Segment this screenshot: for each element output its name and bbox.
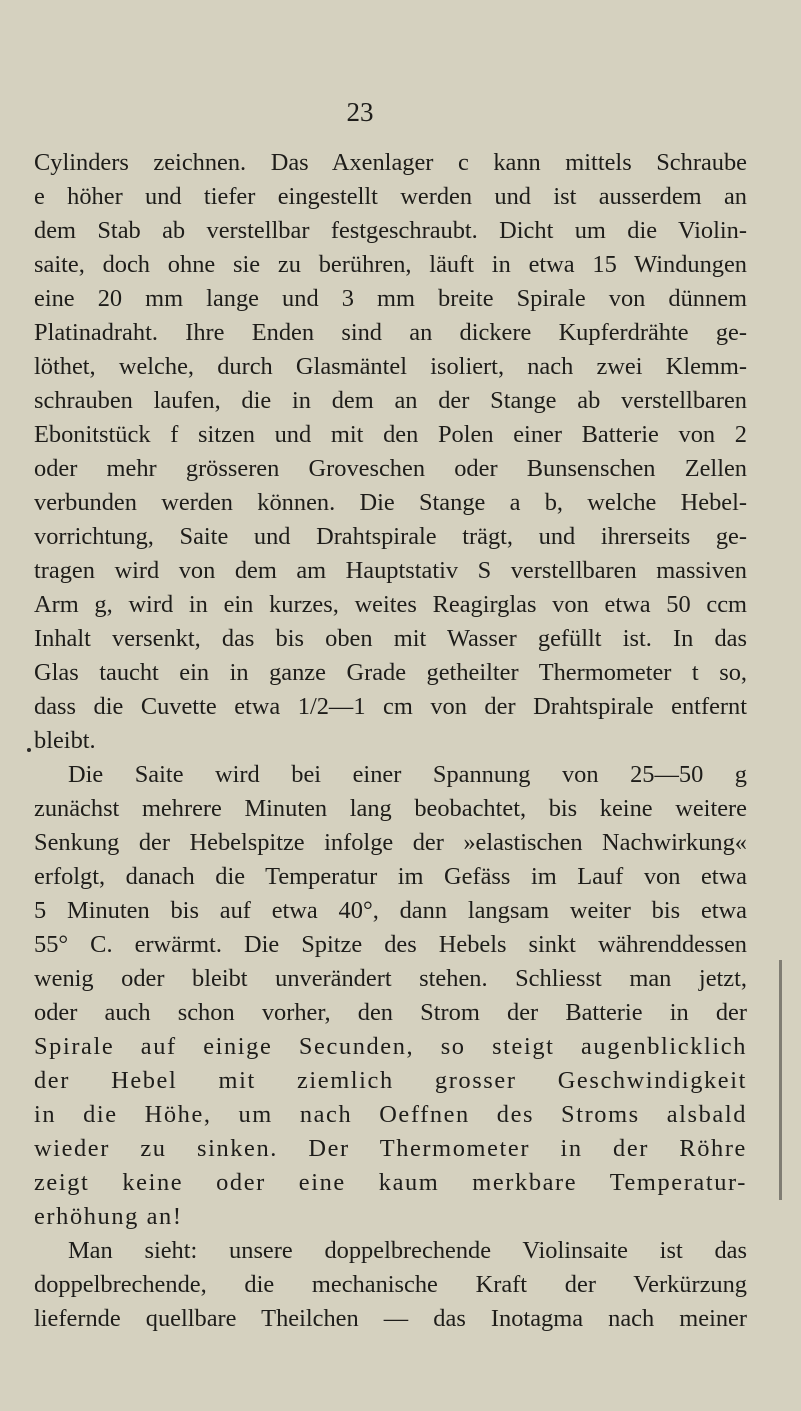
text-line: doppelbrechende, die mechanische Kraft der Verkürzung bbox=[34, 1271, 747, 1298]
text-line: oder auch schon vorher, den Strom der Batterie in der bbox=[34, 999, 747, 1026]
text-line: saite, doch ohne sie zu berühren, läuft in etwa 15 Windungen bbox=[34, 251, 747, 278]
text-line: Spirale auf einige Secunden, so steigt augenblicklich bbox=[34, 1033, 747, 1060]
text-line: tragen wird von dem am Hauptstativ S verstellbaren massiven bbox=[34, 557, 747, 584]
text-line: Die Saite wird bei einer Spannung von 25—50 g bbox=[68, 761, 747, 788]
text-line: in die Höhe, um nach Oeffnen des Stroms alsbald bbox=[34, 1101, 747, 1128]
text-line: bleibt. bbox=[34, 727, 96, 754]
text-line: Cylinders zeichnen. Das Axenlager c kann mittels Schraube bbox=[34, 149, 747, 176]
text-line: schrauben laufen, die in dem an der Stange ab verstellbaren bbox=[34, 387, 747, 414]
text-line: dass die Cuvette etwa 1/2—1 cm von der Drahtspirale entfernt bbox=[34, 693, 747, 720]
text-line: verbunden werden können. Die Stange a b, welche Hebel- bbox=[34, 489, 747, 516]
text-line: eine 20 mm lange und 3 mm breite Spirale von dünnem bbox=[34, 285, 747, 312]
text-line: zeigt keine oder eine kaum merkbare Temperatur- bbox=[34, 1169, 747, 1196]
text-line: Glas taucht ein in ganze Grade getheilter Thermometer t so, bbox=[34, 659, 747, 686]
text-line: Man sieht: unsere doppelbrechende Violinsaite ist das bbox=[68, 1237, 747, 1264]
text-line: wenig oder bleibt unverändert stehen. Schliesst man jetzt, bbox=[34, 965, 747, 992]
ink-speck bbox=[27, 748, 31, 752]
text-line: Ebonitstück f sitzen und mit den Polen einer Batterie von 2 bbox=[34, 421, 747, 448]
text-line: erhöhung an! bbox=[34, 1203, 183, 1230]
text-line: zunächst mehrere Minuten lang beobachtet, bis keine weitere bbox=[34, 795, 747, 822]
text-line: oder mehr grösseren Groveschen oder Bunsenschen Zellen bbox=[34, 455, 747, 482]
text-line: der Hebel mit ziemlich grosser Geschwindigkeit bbox=[34, 1067, 747, 1094]
text-line: Platinadraht. Ihre Enden sind an dickere Kupferdrähte ge- bbox=[34, 319, 747, 346]
text-line: 55° C. erwärmt. Die Spitze des Hebels sinkt währenddessen bbox=[34, 931, 747, 958]
text-line: erfolgt, danach die Temperatur im Gefäss im Lauf von etwa bbox=[34, 863, 747, 890]
text-line: liefernde quellbare Theilchen — das Inotagma nach meiner bbox=[34, 1305, 747, 1332]
text-line: löthet, welche, durch Glasmäntel isoliert, nach zwei Klemm- bbox=[34, 353, 747, 380]
text-line: Arm g, wird in ein kurzes, weites Reagirglas von etwa 50 ccm bbox=[34, 591, 747, 618]
text-line: Senkung der Hebelspitze infolge der »elastischen Nachwirkung« bbox=[34, 829, 747, 856]
text-line: Inhalt versenkt, das bis oben mit Wasser gefüllt ist. In das bbox=[34, 625, 747, 652]
text-line: vorrichtung, Saite und Drahtspirale trägt, und ihrerseits ge- bbox=[34, 523, 747, 550]
text-line: e höher und tiefer eingestellt werden und ist ausserdem an bbox=[34, 183, 747, 210]
text-line: wieder zu sinken. Der Thermometer in der Röhre bbox=[34, 1135, 747, 1162]
text-line: 5 Minuten bis auf etwa 40°, dann langsam weiter bis etwa bbox=[34, 897, 747, 924]
text-line: dem Stab ab verstellbar festgeschraubt. Dicht um die Violin- bbox=[34, 217, 747, 244]
page-number: 23 bbox=[346, 97, 374, 127]
page-edge-shadow bbox=[779, 960, 782, 1200]
